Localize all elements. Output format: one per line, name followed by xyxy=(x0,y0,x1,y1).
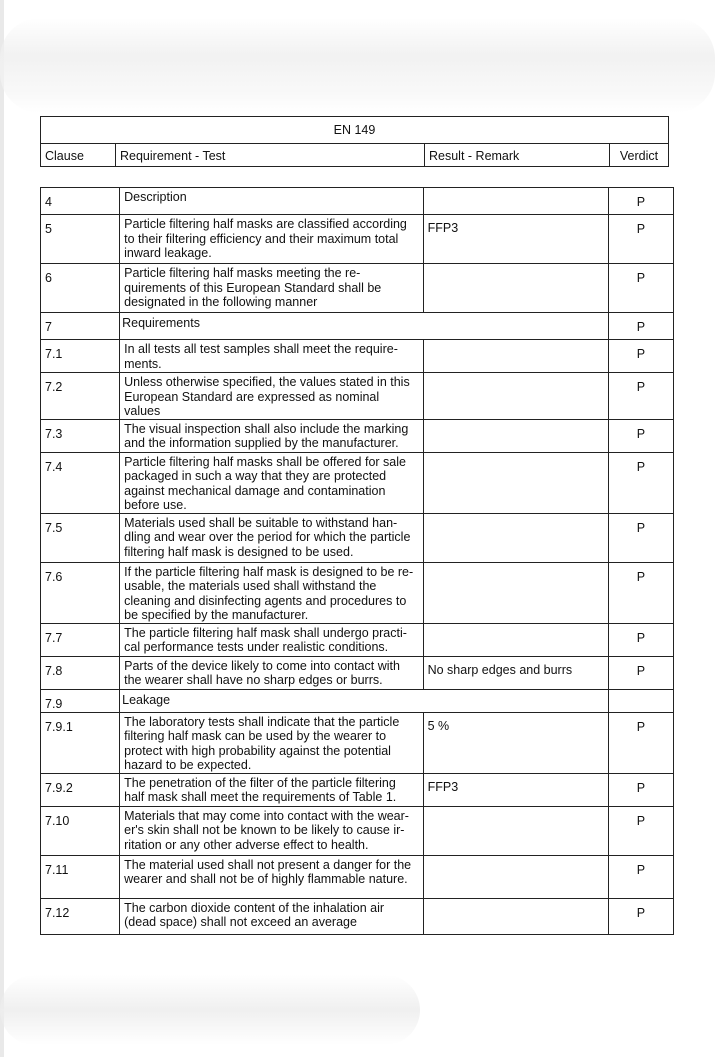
table-row xyxy=(41,656,674,689)
clause-number: 7.10 xyxy=(41,806,120,855)
clause-number: 7 xyxy=(41,313,120,340)
scan-smudge-bottom xyxy=(0,975,420,1045)
table-row xyxy=(41,806,674,855)
requirement-text: Parts of the device likely to come into contact with the wearer shall have no sharp edges or burrs. xyxy=(120,656,423,689)
requirement-text: In all tests all test samples shall meet the require-ments. xyxy=(120,340,423,373)
requirement-text: Description xyxy=(120,188,423,215)
table-row xyxy=(41,623,674,656)
requirement-text: The penetration of the filter of the particle filtering half mask shall meet the requirements of Table 1. xyxy=(120,773,423,806)
clause-number: 7.5 xyxy=(41,513,120,562)
standard-title-row xyxy=(41,117,669,144)
table-row xyxy=(41,452,674,513)
result-remark xyxy=(423,898,608,934)
verdict: P xyxy=(608,373,673,420)
table-row xyxy=(41,773,674,806)
result-remark xyxy=(423,855,608,898)
result-remark xyxy=(423,264,608,313)
page-edge xyxy=(0,0,4,1057)
result-remark xyxy=(423,419,608,452)
table-row xyxy=(41,898,674,934)
table-row xyxy=(41,855,674,898)
clause-number: 7.9 xyxy=(41,689,120,712)
clause-number: 7.2 xyxy=(41,373,120,420)
section-title: Requirements xyxy=(120,313,609,340)
verdict: P xyxy=(608,188,673,215)
standard-header-table xyxy=(40,116,669,167)
result-remark xyxy=(423,188,608,215)
table-row xyxy=(41,712,674,773)
table-row xyxy=(41,215,674,264)
clause-number: 7.9.1 xyxy=(41,712,120,773)
verdict: P xyxy=(608,313,673,340)
requirement-text: The carbon dioxide content of the inhalation air (dead space) shall not exceed an average xyxy=(120,898,423,934)
result-remark: 5 % xyxy=(423,712,608,773)
table-row xyxy=(41,562,674,623)
clause-number: 7.1 xyxy=(41,340,120,373)
clause-number: 7.9.2 xyxy=(41,773,120,806)
table-row xyxy=(41,188,674,215)
verdict: P xyxy=(608,215,673,264)
result-remark xyxy=(423,373,608,420)
scan-smudge-top xyxy=(0,18,715,113)
verdict: P xyxy=(608,513,673,562)
result-remark xyxy=(423,623,608,656)
verdict: P xyxy=(608,712,673,773)
column-header-clause: Clause xyxy=(41,144,116,167)
verdict: P xyxy=(608,623,673,656)
result-remark: FFP3 xyxy=(423,773,608,806)
verdict: P xyxy=(608,773,673,806)
verdict: P xyxy=(608,419,673,452)
requirement-text: Materials that may come into contact with the wear-er's skin shall not be known to be likely to cause ir-ritation or any other adverse effect to health. xyxy=(120,806,423,855)
table-row xyxy=(41,513,674,562)
column-header-result: Result - Remark xyxy=(425,144,610,167)
verdict: P xyxy=(608,898,673,934)
section-row xyxy=(41,313,674,340)
verdict: P xyxy=(608,656,673,689)
verdict: P xyxy=(608,855,673,898)
requirement-text: If the particle filtering half mask is designed to be re-usable, the materials used shall withstand the cleaning and disinfecting agents and procedures to be specified by the manufacturer. xyxy=(120,562,423,623)
clause-number: 7.11 xyxy=(41,855,120,898)
result-remark: FFP3 xyxy=(423,215,608,264)
table-row xyxy=(41,264,674,313)
requirement-text: Particle filtering half masks meeting the re-quirements of this European Standard shall be designated in the following manner xyxy=(120,264,423,313)
verdict: P xyxy=(608,806,673,855)
requirement-text: Materials used shall be suitable to withstand han-dling and wear over the period for which the particle filtering half mask is designed to be used. xyxy=(120,513,423,562)
result-remark xyxy=(423,340,608,373)
verdict: P xyxy=(608,340,673,373)
section-row xyxy=(41,689,674,712)
standard-title: EN 149 xyxy=(41,117,669,144)
column-header-requirement: Requirement - Test xyxy=(116,144,425,167)
table-row xyxy=(41,340,674,373)
requirement-text: The laboratory tests shall indicate that the particle filtering half mask can be used by the wearer to protect with high probability against the potential hazard to be expected. xyxy=(120,712,423,773)
requirement-text: Particle filtering half masks are classified according to their filtering efficiency and their maximum total inward leakage. xyxy=(120,215,423,264)
verdict: P xyxy=(608,452,673,513)
verdict xyxy=(608,689,673,712)
requirement-text: The particle filtering half mask shall undergo practi-cal performance tests under realistic conditions. xyxy=(120,623,423,656)
column-header-row xyxy=(41,144,669,167)
section-title: Leakage xyxy=(120,689,609,712)
clause-number: 4 xyxy=(41,188,120,215)
column-header-verdict: Verdict xyxy=(610,144,669,167)
requirements-table xyxy=(40,187,674,935)
table-row xyxy=(41,419,674,452)
clause-number: 7.7 xyxy=(41,623,120,656)
result-remark xyxy=(423,562,608,623)
result-remark xyxy=(423,452,608,513)
result-remark xyxy=(423,806,608,855)
clause-number: 5 xyxy=(41,215,120,264)
result-remark: No sharp edges and burrs xyxy=(423,656,608,689)
requirement-text: The visual inspection shall also include the marking and the information supplied by the manufacturer. xyxy=(120,419,423,452)
clause-number: 7.4 xyxy=(41,452,120,513)
result-remark xyxy=(423,513,608,562)
requirement-text: Particle filtering half masks shall be offered for sale packaged in such a way that they are protected against mechanical damage and contamination before use. xyxy=(120,452,423,513)
requirement-text: Unless otherwise specified, the values stated in this European Standard are expressed as nominal values xyxy=(120,373,423,420)
verdict: P xyxy=(608,562,673,623)
requirement-text: The material used shall not present a danger for the wearer and shall not be of highly flammable nature. xyxy=(120,855,423,898)
clause-number: 7.8 xyxy=(41,656,120,689)
requirements-table-body xyxy=(41,188,674,935)
table-row xyxy=(41,373,674,420)
clause-number: 6 xyxy=(41,264,120,313)
clause-number: 7.6 xyxy=(41,562,120,623)
verdict: P xyxy=(608,264,673,313)
clause-number: 7.12 xyxy=(41,898,120,934)
clause-number: 7.3 xyxy=(41,419,120,452)
